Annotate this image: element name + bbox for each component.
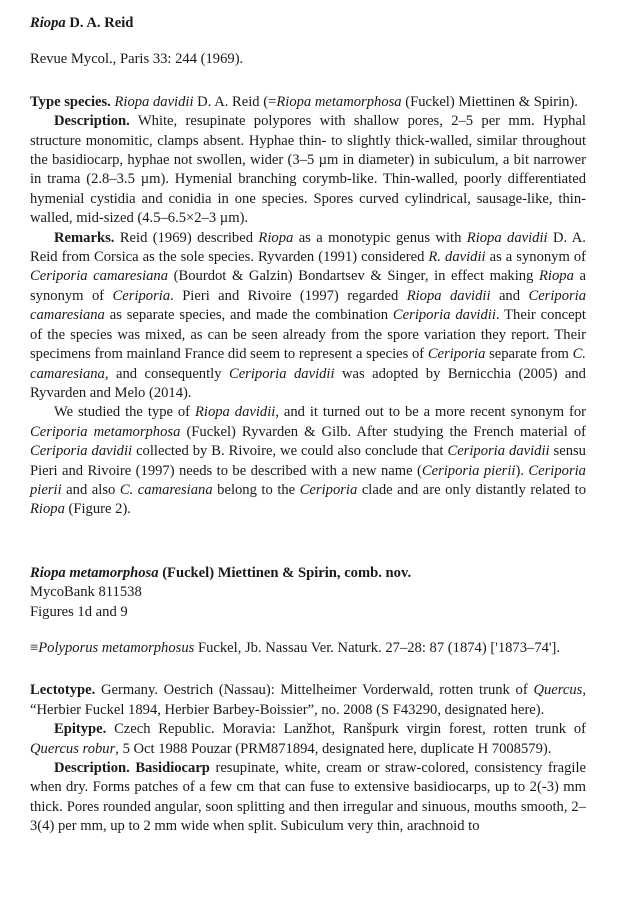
basionym-name: Polyporus metamorphosus (38, 639, 195, 656)
species-heading (30, 564, 586, 583)
basidiocarp-label: Basidiocarp (135, 760, 210, 776)
type-species-paragraph: Type species. Riopa davidii D. A. Reid (=Riopa metamorphosa (Fuckel) Miettinen & Spirin). (30, 93, 578, 110)
species-description-label: Description. (54, 760, 130, 776)
type-species-synonym: Riopa metamorphosa (276, 93, 402, 110)
mycobank-number: MycoBank 811538 (30, 584, 142, 601)
genus-remarks-continued-paragraph: We studied the type of Riopa davidii, and it turned out to be a more recent synonym for Ceriporia metamorphosa (Fuckel) Ryvarden & Gilb. After studying the French material of Ceriporia davidii collected by B. Rivoire, we could also conclude that Ceriporia davidii sensu Pieri and Rivoire (1997) needs to be described with a new name (Ceriporia pierii). Ceriporia pierii and also C. camaresiana belong to the Ceriporia clade and are only distantly related to Riopa (Figure 2). (30, 404, 587, 518)
lectotype-label: Lectotype. (30, 682, 96, 699)
species-description-paragraph: Description. Basidiocarp resupinate, white, cream or straw-colored, consistency fragile when dry. Forms patches of a few cm that can fuse to extensive basidiocarps, up to 2(-3) mm thick. Pores rounded angular, soon splitting and then irregular and sinuous, mouths smooth, 2–3(4) per mm, up to 2 mm wide when split. Subiculum very thin, arachnoid to (30, 760, 587, 835)
genus-heading (30, 14, 586, 33)
figure-reference: Figures 1d and 9 (30, 603, 128, 620)
genus-name: Riopa (30, 15, 66, 31)
genus-description-label: Description. (54, 113, 130, 130)
lectotype-paragraph: Lectotype. Germany. Oestrich (Nassau): Mittelheimer Vorderwald, rotten trunk of Quercus, “Herbier Fuckel 1894, Herbier Barbey-Boissier”, no. 2008 (S F43290, designated here). (30, 682, 586, 718)
genus-remarks-label: Remarks. (54, 229, 115, 246)
epitype-label: Epitype. (54, 721, 107, 738)
basionym-symbol: ≡ (30, 639, 39, 656)
basionym-line: ≡Polyporus metamorphosus Fuckel, Jb. Nassau Ver. Naturk. 27–28: 87 (1874) ['1873–74']. (30, 639, 561, 656)
genus-citation: Revue Mycol., Paris 33: 244 (1969). (30, 51, 244, 68)
species-authority: (Fuckel) Miettinen & Spirin, comb. nov. (162, 564, 412, 581)
epitype-paragraph: Epitype. Czech Republic. Moravia: Lanžhot, Ranšpurk virgin forest, rotten trunk of Quercus robur, 5 Oct 1988 Pouzar (PRM871894, designated here, duplicate H 7008579). (30, 721, 586, 757)
genus-remarks-paragraph: Remarks. Reid (1969) described Riopa as a monotypic genus with Riopa davidii D. A. Reid from Corsica as the sole species. Ryvarden (1991) considered R. davidii as a synonym of Ceriporia camaresiana (Bourdot & Galzin) Bondartsev & Singer, in effect making Riopa a synonym of Ceriporia. Pieri and Rivoire (1997) regarded Riopa davidii and Ceriporia camaresiana as separate species, and made the combination Ceriporia davidii. Their concept of the species was mixed, as can be seen already from the spore variation they report. Their specimens from mainland France did seem to represent a species of Ceriporia separate from C. camaresiana, and consequently Ceriporia davidii was adopted by Bernicchia (2005) and Ryvarden and Melo (2014). (30, 229, 587, 401)
type-species-label: Type species. (30, 93, 111, 110)
species-name: Riopa metamorphosa (30, 564, 159, 581)
genus-authority: D. A. Reid (69, 15, 134, 31)
type-species-name: Riopa davidii (114, 93, 194, 110)
genus-description-paragraph: Description. White, resupinate polypores with shallow pores, 2–5 per mm. Hyphal structure monomitic, clamps absent. Hyphae thin- to slightly thick-walled, similar throughout the basidiocarp, hyphae not swollen, wider (3–5 µm in diameter) in subiculum, a bit narrower in trama (2.8–3.5 µm). Hymenial branching corymb-like. Thin-walled, poorly differentiated hymenial cystidia and conidia in one species. Spores curved cylindrical, sausage-like, thin-walled, mid-sized (4.5–6.5×2–3 µm). (30, 113, 586, 227)
